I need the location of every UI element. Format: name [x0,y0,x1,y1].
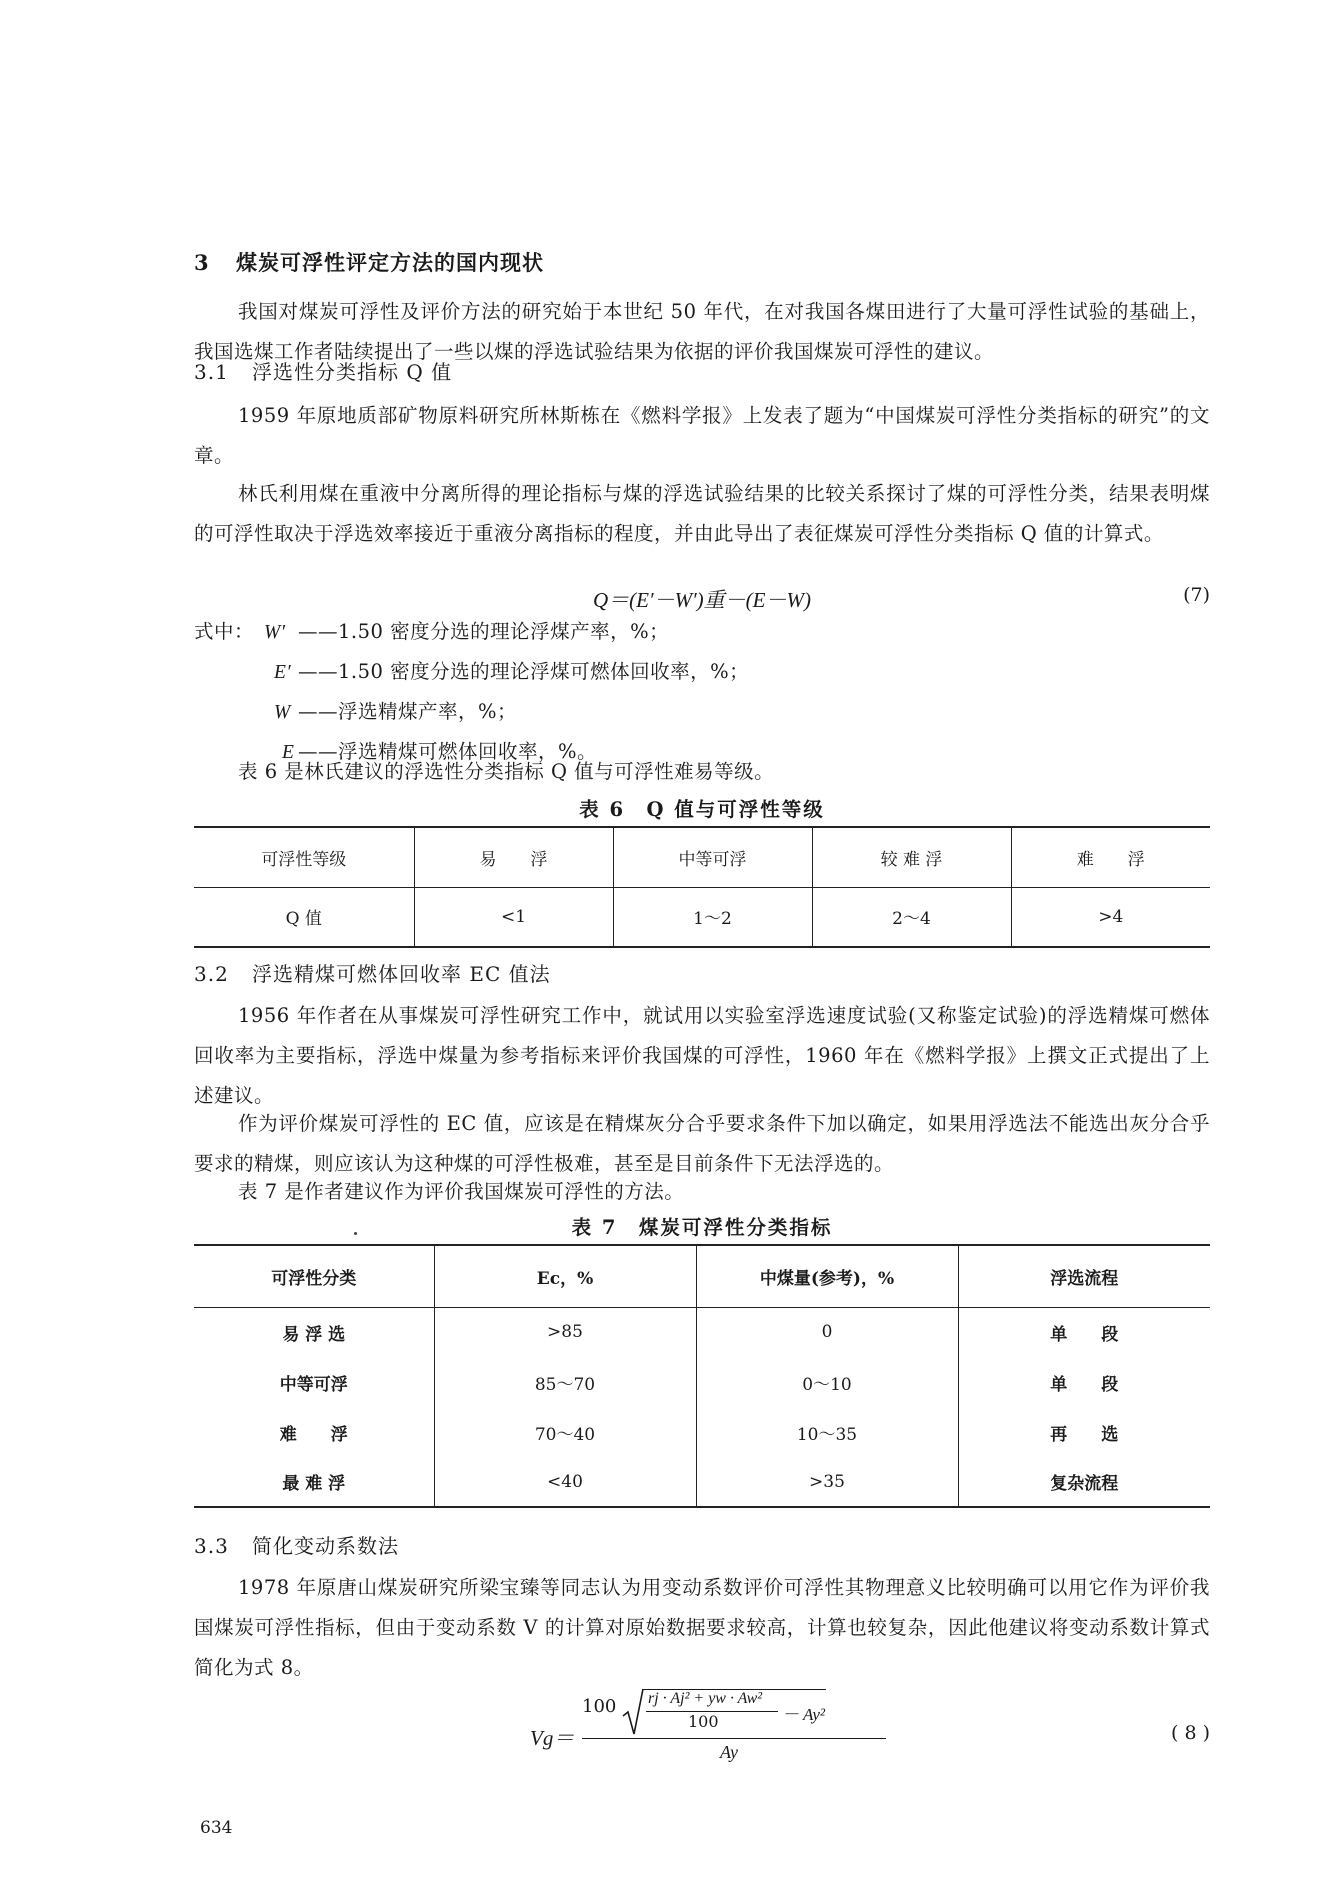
equation-number-8: ( 8 ) [1171,1722,1210,1744]
formula-8-numerator: rj · Aj² + yw · Aw² [648,1690,763,1707]
table-cell: >4 [1011,887,1210,947]
definition-row: W ——浮选精煤产率，%； [274,700,518,723]
definition-row: E′ ——1.50 密度分选的理论浮煤可燃体回收率，%； [274,660,750,683]
formula-7-expression: Q＝(E′－W′)重－(E－W) [593,588,811,612]
paragraph-3-2-c: 表 7 是作者建议作为评价我国煤炭可浮性的方法。 [238,1180,685,1203]
section-heading [194,247,1210,277]
variable-definitions [194,612,1210,772]
table-cell: 易 浮 [414,827,613,887]
paragraph-3-2-a: 1956 年作者在从事煤炭可浮性研究工作中，就试用以实验室浮选速度试验(又称鉴定试验)的浮选精煤可燃体回收率为主要指标，浮选中煤量为参考指标来评价我国煤的可浮性，1960 年在《燃料学报》上撰文正式提出了上述建议。 [194,1004,1210,1107]
definitions-lead: 式中： [194,620,255,643]
table-7 [194,1244,1210,1508]
table-cell: 0～10 [696,1357,958,1407]
table-cell: 0 [696,1307,958,1357]
table-row [194,1457,1210,1507]
subsection-title: 简化变动系数法 [252,1534,399,1558]
table-cell: 最 难 浮 [194,1457,434,1507]
paragraph-3-3-a: 1978 年原唐山煤炭研究所梁宝臻等同志认为用变动系数评价可浮性其物理意义比较明确可以用它作为评价我国煤炭可浮性指标，但由于变动系数 V 的计算对原始数据要求较高，计算也较复杂，因此他建议将变动系数计算式简化为式 8。 [194,1576,1210,1679]
table-cell: 2～4 [812,887,1011,947]
main-fraction-bar [582,1738,886,1739]
formula-8-coefficient: 100 [582,1696,617,1717]
formula-8-lhs: Vg＝ [530,1726,575,1750]
table-cell: 1～2 [613,887,812,947]
subsection-title: 浮选精煤可燃体回收率 EC 值法 [252,962,551,986]
subsection-number: 3.3 [194,1534,229,1558]
table-header-row [194,1245,1210,1307]
subsection-title: 浮选性分类指标 Q 值 [252,360,453,384]
table-cell: 难 浮 [194,1407,434,1457]
table-cell: 再 选 [958,1407,1210,1457]
table-cell: 单 段 [958,1307,1210,1357]
table-cell: 可浮性等级 [194,827,414,887]
sqrt-icon [622,1688,644,1736]
table-cell: 70～40 [434,1407,696,1457]
formula-8-denominator: Ay [720,1742,738,1762]
paragraph-3-1-b: 林氏利用煤在重液中分离所得的理论指标与煤的浮选试验结果的比较关系探讨了煤的可浮性分类，结果表明煤的可浮性取决于浮选效率接近于重液分离指标的程度，并由此导出了表征煤炭可浮性分类指标 Q 值的计算式。 [194,482,1210,545]
formula-8 [194,1688,1210,1788]
table-row [194,1357,1210,1407]
formula-8-subtract-term: － Ay² [782,1705,826,1724]
table-6-caption: 表 6 Q 值与可浮性等级 [579,798,825,821]
table-cell: 中等可浮 [194,1357,434,1407]
subsection-heading-3-2 [194,958,1210,987]
subsection-heading-3-1 [194,356,1210,385]
print-speck [354,1232,357,1235]
definition-row: 式中： W′ ——1.50 密度分选的理论浮煤产率，%； [194,612,1210,652]
table-cell: 易 浮 选 [194,1307,434,1357]
table-cell: 单 段 [958,1357,1210,1407]
section-title: 煤炭可浮性评定方法的国内现状 [236,250,544,275]
table-header-cell: 可浮性分类 [194,1245,434,1307]
table-cell: >35 [696,1457,958,1507]
subsection-number: 3.2 [194,962,229,986]
table-header-cell: 浮选流程 [958,1245,1210,1307]
subsection-heading-3-3 [194,1530,1210,1559]
table-header-cell: 中煤量(参考)，% [696,1245,958,1307]
paragraph-3-1-c: 表 6 是林氏建议的浮选性分类指标 Q 值与可浮性难易等级。 [238,760,775,783]
formula-8-fraction [582,1688,886,1784]
table-row [194,1407,1210,1457]
table-row [194,887,1210,947]
paragraph-3-1-a: 1959 年原地质部矿物原料研究所林斯栋在《燃料学报》上发表了题为“中国煤炭可浮性分类指标的研究”的文章。 [194,404,1210,467]
formula-8-inner-denominator: 100 [688,1712,719,1731]
page-number: 634 [200,1818,233,1838]
table-cell: 10～35 [696,1407,958,1457]
definition-row: E ——浮选精煤可燃体回收率，%。 [282,740,598,763]
table-cell: 复杂流程 [958,1457,1210,1507]
table-cell: Q 值 [194,887,414,947]
equation-number-7: (7) [1183,584,1210,606]
table-cell: 难 浮 [1011,827,1210,887]
table-cell: 中等可浮 [613,827,812,887]
table-cell: <1 [414,887,613,947]
table-cell: >85 [434,1307,696,1357]
section-number: 3 [194,250,210,275]
formula-7 [194,584,1210,614]
paragraph-3-2-b: 作为评价煤炭可浮性的 EC 值，应该是在精煤灰分合乎要求条件下加以确定，如果用浮选法不能选出灰分合乎要求的精煤，则应该认为这种煤的可浮性极难，甚至是目前条件下无法浮选的。 [194,1112,1210,1175]
table-row [194,1307,1210,1357]
table-header-cell: Ec，% [434,1245,696,1307]
table-cell: <40 [434,1457,696,1507]
table-7-caption: 表 7 煤炭可浮性分类指标 [571,1216,833,1239]
table-6 [194,826,1210,948]
subsection-number: 3.1 [194,360,229,384]
intro-paragraph: 我国对煤炭可浮性及评价方法的研究始于本世纪 50 年代，在对我国各煤田进行了大量可浮性试验的基础上，我国选煤工作者陆续提出了一些以煤的浮选试验结果为依据的评价我国煤炭可浮性的建议。 [194,300,1210,363]
table-cell: 较 难 浮 [812,827,1011,887]
table-cell: 85～70 [434,1357,696,1407]
table-row [194,827,1210,887]
